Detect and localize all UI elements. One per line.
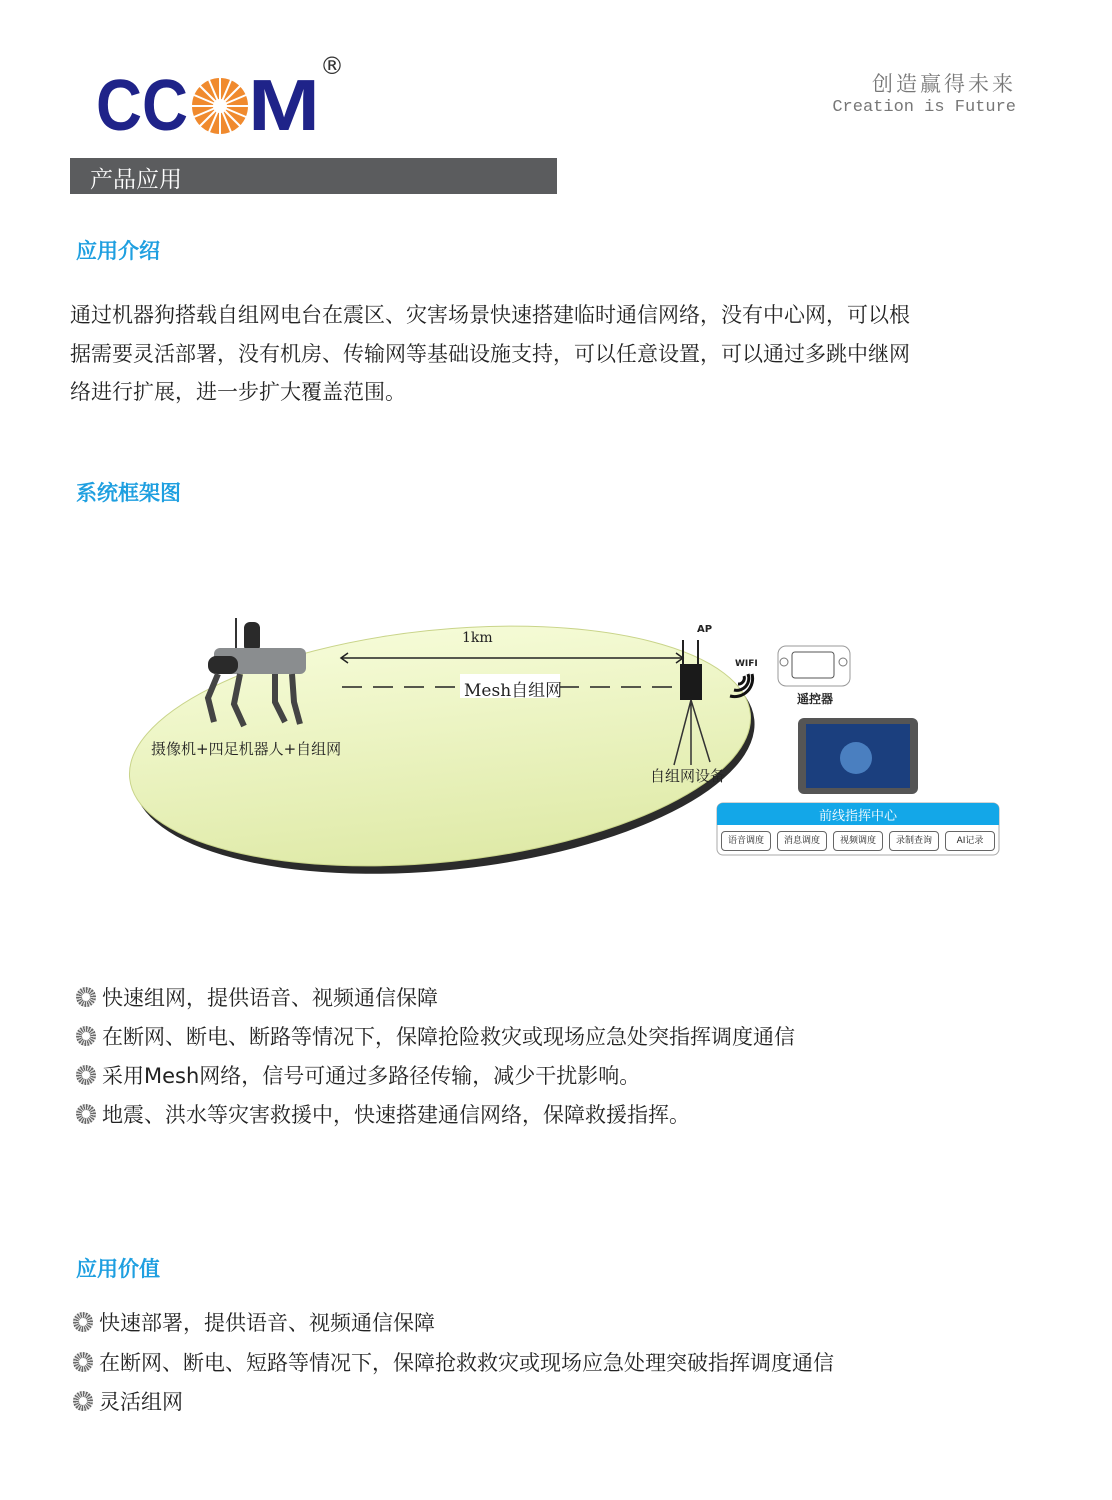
- ai-record-button[interactable]: AI记录: [945, 831, 995, 851]
- feature-text: 采用Mesh网络，信号可通过多路径传输，减少干扰影响。: [102, 1064, 641, 1088]
- ccom-logo: [96, 72, 326, 142]
- device-label: 自组网设备: [650, 767, 726, 785]
- value-text: 灵活组网: [99, 1390, 183, 1414]
- feature-item: [76, 982, 438, 1012]
- feature-text: 在断网、断电、断路等情况下，保障抢险救灾或现场应急处突指挥调度通信: [102, 1025, 795, 1049]
- intro-line: 通过机器狗搭载自组网电台在震区、灾害场景快速搭建临时通信网络，没有中心网，可以根: [70, 303, 910, 327]
- feature-item: [76, 1099, 690, 1129]
- value-text: 快速部署，提供语音、视频通信保障: [99, 1311, 435, 1335]
- section-bar: [70, 158, 557, 194]
- diagram-heading: 系统框架图: [76, 481, 181, 505]
- bullet-icon: [76, 1026, 96, 1046]
- feature-item: [76, 1021, 795, 1051]
- wifi-label: WIFI: [735, 659, 758, 669]
- ap-label: AP: [697, 624, 713, 635]
- section-title: 产品应用: [90, 167, 182, 193]
- intro-line: 据需要灵活部署，没有机房、传输网等基础设施支持，可以任意设置，可以通过多跳中继网: [70, 341, 910, 366]
- registered-mark: ®: [320, 52, 344, 80]
- bullet-icon: [73, 1352, 93, 1372]
- value-text: 在断网、断电、短路等情况下，保障抢救救灾或现场应急处理突破指挥调度通信: [99, 1351, 834, 1375]
- value-heading: 应用价值: [76, 1257, 160, 1281]
- bullet-icon: [73, 1312, 93, 1332]
- tablet-icon: [798, 718, 918, 794]
- intro-line: 络进行扩展，进一步扩大覆盖范围。: [70, 380, 406, 404]
- command-center-title: 前线指挥中心: [818, 809, 897, 824]
- intro-paragraph: [70, 296, 990, 412]
- robot-label: 摄像机+四足机器人+自组网: [151, 740, 342, 758]
- video-dispatch-button[interactable]: 视频调度: [833, 831, 883, 851]
- remote-controller-icon: [778, 646, 850, 686]
- bullet-icon: [76, 1104, 96, 1124]
- feature-text: 地震、洪水等灾害救援中，快速搭建通信网络，保障救援指挥。: [102, 1103, 690, 1127]
- value-item: [73, 1307, 435, 1337]
- svg-text:M: M: [248, 72, 320, 142]
- value-item: [73, 1347, 834, 1377]
- voice-dispatch-button[interactable]: 语音调度: [721, 831, 771, 851]
- svg-text:CC: CC: [96, 72, 188, 142]
- feature-text: 快速组网，提供语音、视频通信保障: [102, 986, 438, 1010]
- intro-heading: 应用介绍: [76, 239, 160, 263]
- message-dispatch-button[interactable]: 消息调度: [777, 831, 827, 851]
- bullet-icon: [73, 1391, 93, 1411]
- feature-item: [76, 1060, 640, 1090]
- system-diagram: [0, 600, 1112, 890]
- mesh-label: Mesh自组网: [464, 681, 563, 701]
- bullet-icon: [76, 987, 96, 1007]
- slogan-chinese: 创造赢得未来: [872, 72, 1016, 96]
- value-item: [73, 1386, 183, 1416]
- slogan-english: Creation is Future: [832, 98, 1016, 117]
- command-center-buttons: [721, 831, 995, 851]
- bullet-icon: [76, 1065, 96, 1085]
- record-query-button[interactable]: 录制查询: [889, 831, 939, 851]
- remote-label: 遥控器: [797, 692, 834, 706]
- distance-label: 1km: [462, 630, 493, 646]
